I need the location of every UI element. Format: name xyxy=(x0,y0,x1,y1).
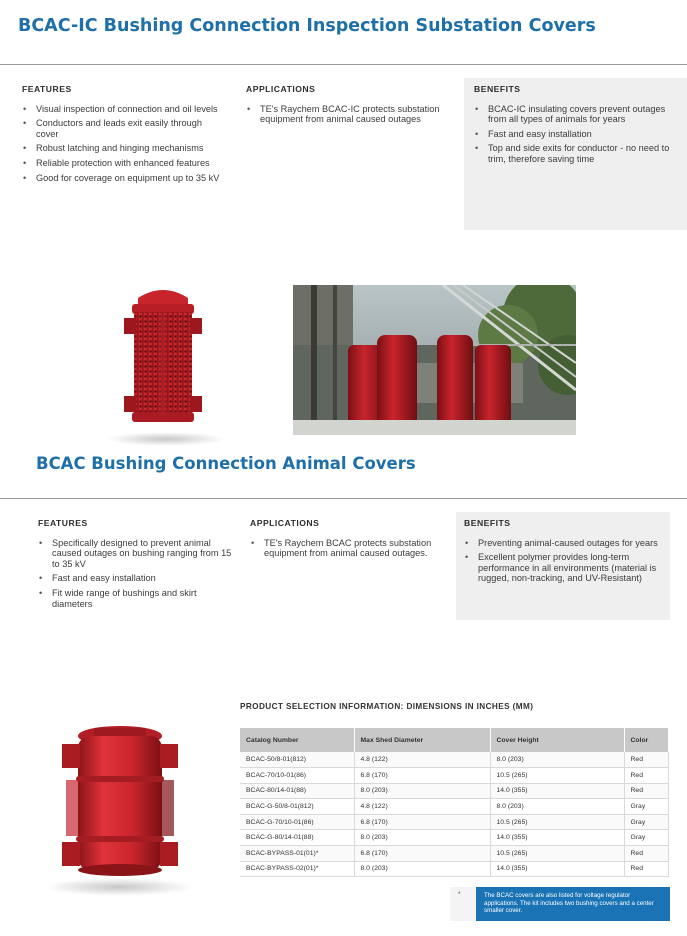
table-cell: 6.8 (170) xyxy=(354,768,490,784)
table-cell: Gray xyxy=(624,830,669,846)
section1-features-list xyxy=(22,104,222,184)
column-header: Cover Height xyxy=(490,728,624,752)
list-item: • Good for coverage on equipment up to 35 kV xyxy=(22,173,222,184)
list-item: • Reliable protection with enhanced features xyxy=(22,158,222,169)
table-cell: Red xyxy=(624,752,669,768)
table-cell: 6.8 (170) xyxy=(354,814,490,830)
table-cell: BCAC-BYPASS-01(01)* xyxy=(240,846,354,862)
table-cell: Red xyxy=(624,846,669,862)
table-row xyxy=(240,799,669,815)
table-cell: BCAC-G-50/8-01(812) xyxy=(240,799,354,815)
section1-applications-heading: APPLICATIONS xyxy=(246,84,316,94)
section1-applications xyxy=(246,84,446,129)
table-row xyxy=(240,830,669,846)
section1-applications-list xyxy=(246,104,446,125)
table-cell: 10.5 (265) xyxy=(490,814,624,830)
table-cell: Gray xyxy=(624,814,669,830)
section2-features-heading: FEATURES xyxy=(38,518,88,528)
footnote-text: The BCAC covers are also listed for voltage regulator applications. The kit includes two bushing covers and a center smaller cover. xyxy=(476,887,670,921)
table-row xyxy=(240,752,669,768)
table-cell: Red xyxy=(624,861,669,877)
list-item: • Top and side exits for conductor - no need to trim, therefore saving time xyxy=(474,143,677,164)
section1-title: BCAC-IC Bushing Connection Inspection Substation Covers xyxy=(18,16,596,36)
bcac-animal-cover-image xyxy=(58,724,182,880)
section2-benefits-list xyxy=(464,538,662,584)
table-cell: 8.0 (203) xyxy=(490,799,624,815)
list-item: • BCAC-IC insulating covers prevent outages from all types of animals for years xyxy=(474,104,677,125)
section2-features-list xyxy=(38,538,238,610)
footnote-marker: * xyxy=(450,887,476,921)
list-item: • Visual inspection of connection and oil levels xyxy=(22,104,222,115)
section2-applications-list xyxy=(250,538,450,559)
list-item: • Fast and easy installation xyxy=(474,129,677,140)
table-cell: BCAC-70/10-01(86) xyxy=(240,768,354,784)
table-cell: 6.8 (170) xyxy=(354,846,490,862)
section1-features xyxy=(22,84,222,187)
list-item: • Robust latching and hinging mechanisms xyxy=(22,143,222,154)
table-cell: 14.0 (355) xyxy=(490,783,624,799)
section2-title: BCAC Bushing Connection Animal Covers xyxy=(36,454,416,473)
section1-benefits-heading: BENEFITS xyxy=(474,84,521,94)
substation-photo xyxy=(293,285,576,435)
section1-divider xyxy=(0,64,687,65)
table-cell: 4.8 (122) xyxy=(354,799,490,815)
table-row xyxy=(240,814,669,830)
table-heading: PRODUCT SELECTION INFORMATION: DIMENSIONS IN INCHES (MM) xyxy=(240,702,534,711)
table-cell: 10.5 (265) xyxy=(490,768,624,784)
table-cell: Red xyxy=(624,783,669,799)
table-row xyxy=(240,768,669,784)
table-cell: BCAC-BYPASS-02(01)* xyxy=(240,861,354,877)
section1-features-heading: FEATURES xyxy=(22,84,72,94)
table-cell: 8.0 (203) xyxy=(354,861,490,877)
table-cell: 8.0 (203) xyxy=(354,830,490,846)
section2-divider xyxy=(0,498,687,499)
list-item: • Specifically designed to prevent animal caused outages on bushing ranging from 15 to 35 kV xyxy=(38,538,238,570)
section2-applications-heading: APPLICATIONS xyxy=(250,518,320,528)
table-cell: Gray xyxy=(624,799,669,815)
section1-benefits-list xyxy=(474,104,677,165)
product-selection-table xyxy=(240,728,669,877)
section2-benefits xyxy=(456,512,670,620)
table-cell: 4.8 (122) xyxy=(354,752,490,768)
table-cell: 14.0 (355) xyxy=(490,861,624,877)
list-item: • Preventing animal-caused outages for years xyxy=(464,538,662,549)
table-cell: BCAC-G-80/14-01(88) xyxy=(240,830,354,846)
table-cell: 8.0 (203) xyxy=(490,752,624,768)
table-header-row xyxy=(240,728,669,752)
table-cell: BCAC-G-70/10-01(86) xyxy=(240,814,354,830)
section1-benefits xyxy=(464,78,687,230)
column-header: Max Shed Diameter xyxy=(354,728,490,752)
column-header: Catalog Number xyxy=(240,728,354,752)
table-row xyxy=(240,861,669,877)
section2-features xyxy=(38,518,238,613)
table-cell: 10.5 (265) xyxy=(490,846,624,862)
list-item: • TE's Raychem BCAC protects substation equipment from animal caused outages. xyxy=(250,538,450,559)
column-header: Color xyxy=(624,728,669,752)
table-cell: BCAC-50/8-01(812) xyxy=(240,752,354,768)
table-cell: BCAC-80/14-01(88) xyxy=(240,783,354,799)
list-item: • Excellent polymer provides long-term performance in all environments (material is rugged, non-tracking, and UV-Resistant) xyxy=(464,552,662,584)
product-shadow xyxy=(106,432,226,446)
list-item: • Fit wide range of bushings and skirt diameters xyxy=(38,588,238,609)
section2-applications xyxy=(250,518,450,563)
table-cell: Red xyxy=(624,768,669,784)
bcac-ic-cover-image xyxy=(118,284,208,432)
list-item: • Conductors and leads exit easily through cover xyxy=(22,118,222,139)
table-row xyxy=(240,783,669,799)
table-row xyxy=(240,846,669,862)
section2-benefits-heading: BENEFITS xyxy=(464,518,511,528)
table-footnote xyxy=(450,887,670,921)
product-shadow xyxy=(44,878,194,896)
table-cell: 8.0 (203) xyxy=(354,783,490,799)
table-cell: 14.0 (355) xyxy=(490,830,624,846)
list-item: • Fast and easy installation xyxy=(38,573,238,584)
list-item: • TE's Raychem BCAC-IC protects substation equipment from animal caused outages xyxy=(246,104,446,125)
